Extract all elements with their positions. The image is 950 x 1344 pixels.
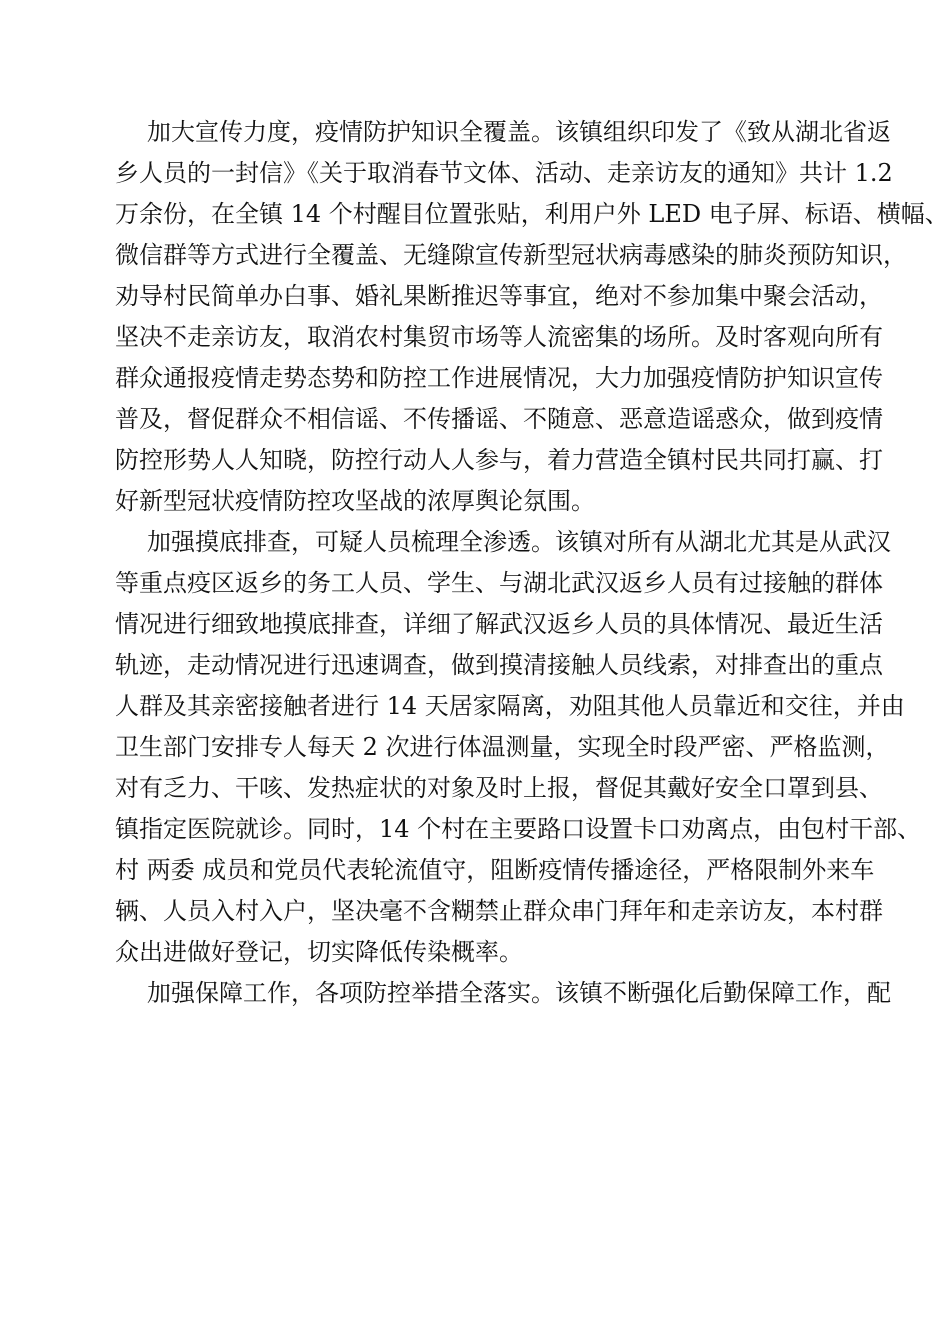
paragraph-line: 等重点疫区返乡的务工人员、学生、与湖北武汉返乡人员有过接触的群体 — [115, 569, 883, 597]
paragraph-line: 乡人员的一封信》《关于取消春节文体、活动、走亲访友的通知》共计 1.2 — [115, 159, 893, 187]
paragraph-line: 村 两委 成员和党员代表轮流值守，阻断疫情传播途径，严格限制外来车 — [115, 856, 875, 884]
paragraph-line: 普及，督促群众不相信谣、不传播谣、不随意、恶意造谣惑众，做到疫情 — [115, 405, 883, 433]
paragraph-line: 卫生部门安排专人每天 2 次进行体温测量，实现全时段严密、严格监测， — [115, 733, 890, 761]
paragraph-screening — [115, 522, 922, 973]
paragraph-line: 群众通报疫情走势态势和防控工作进展情况，大力加强疫情防护知识宣传 — [115, 364, 883, 392]
paragraph-line: 防控形势人人知晓，防控行动人人参与，着力营造全镇村民共同打赢、打 — [115, 446, 883, 474]
paragraph-line: 对有乏力、干咳、发热症状的对象及时上报，督促其戴好安全口罩到县、 — [115, 774, 883, 802]
paragraph-line: 情况进行细致地摸底排查，详细了解武汉返乡人员的具体情况、最近生活 — [115, 610, 883, 638]
paragraph-line: 加大宣传力度，疫情防护知识全覆盖。该镇组织印发了《致从湖北省返 — [147, 118, 891, 146]
paragraph-line: 好新型冠状疫情防控攻坚战的浓厚舆论氛围。 — [115, 487, 595, 515]
paragraph-line: 众出进做好登记，切实降低传染概率。 — [115, 938, 523, 966]
paragraph-publicity — [115, 112, 949, 522]
paragraph-line: 轨迹，走动情况进行迅速调查，做到摸清接触人员线索，对排查出的重点 — [115, 651, 883, 679]
paragraph-support — [115, 973, 891, 1014]
paragraph-line: 万余份，在全镇 14 个村醒目位置张贴，利用户外 LED 电子屏、标语、横幅、 — [115, 200, 949, 228]
paragraph-line: 劝导村民简单办白事、婚礼果断推迟等事宜，绝对不参加集中聚会活动， — [115, 282, 883, 310]
paragraph-line: 加强摸底排查，可疑人员梳理全渗透。该镇对所有从湖北尤其是从武汉 — [147, 528, 891, 556]
document-body — [115, 112, 949, 1014]
paragraph-line: 微信群等方式进行全覆盖、无缝隙宣传新型冠状病毒感染的肺炎预防知识， — [115, 241, 907, 269]
paragraph-line: 人群及其亲密接触者进行 14 天居家隔离，劝阻其他人员靠近和交往，并由 — [115, 692, 905, 720]
paragraph-line: 坚决不走亲访友，取消农村集贸市场等人流密集的场所。及时客观向所有 — [115, 323, 883, 351]
paragraph-line: 辆、人员入村入户，坚决毫不含糊禁止群众串门拜年和走亲访友，本村群 — [115, 897, 883, 925]
paragraph-line: 加强保障工作，各项防控举措全落实。该镇不断强化后勤保障工作，配 — [147, 979, 891, 1007]
paragraph-line: 镇指定医院就诊。同时，14 个村在主要路口设置卡口劝离点，由包村干部、 — [115, 815, 922, 843]
